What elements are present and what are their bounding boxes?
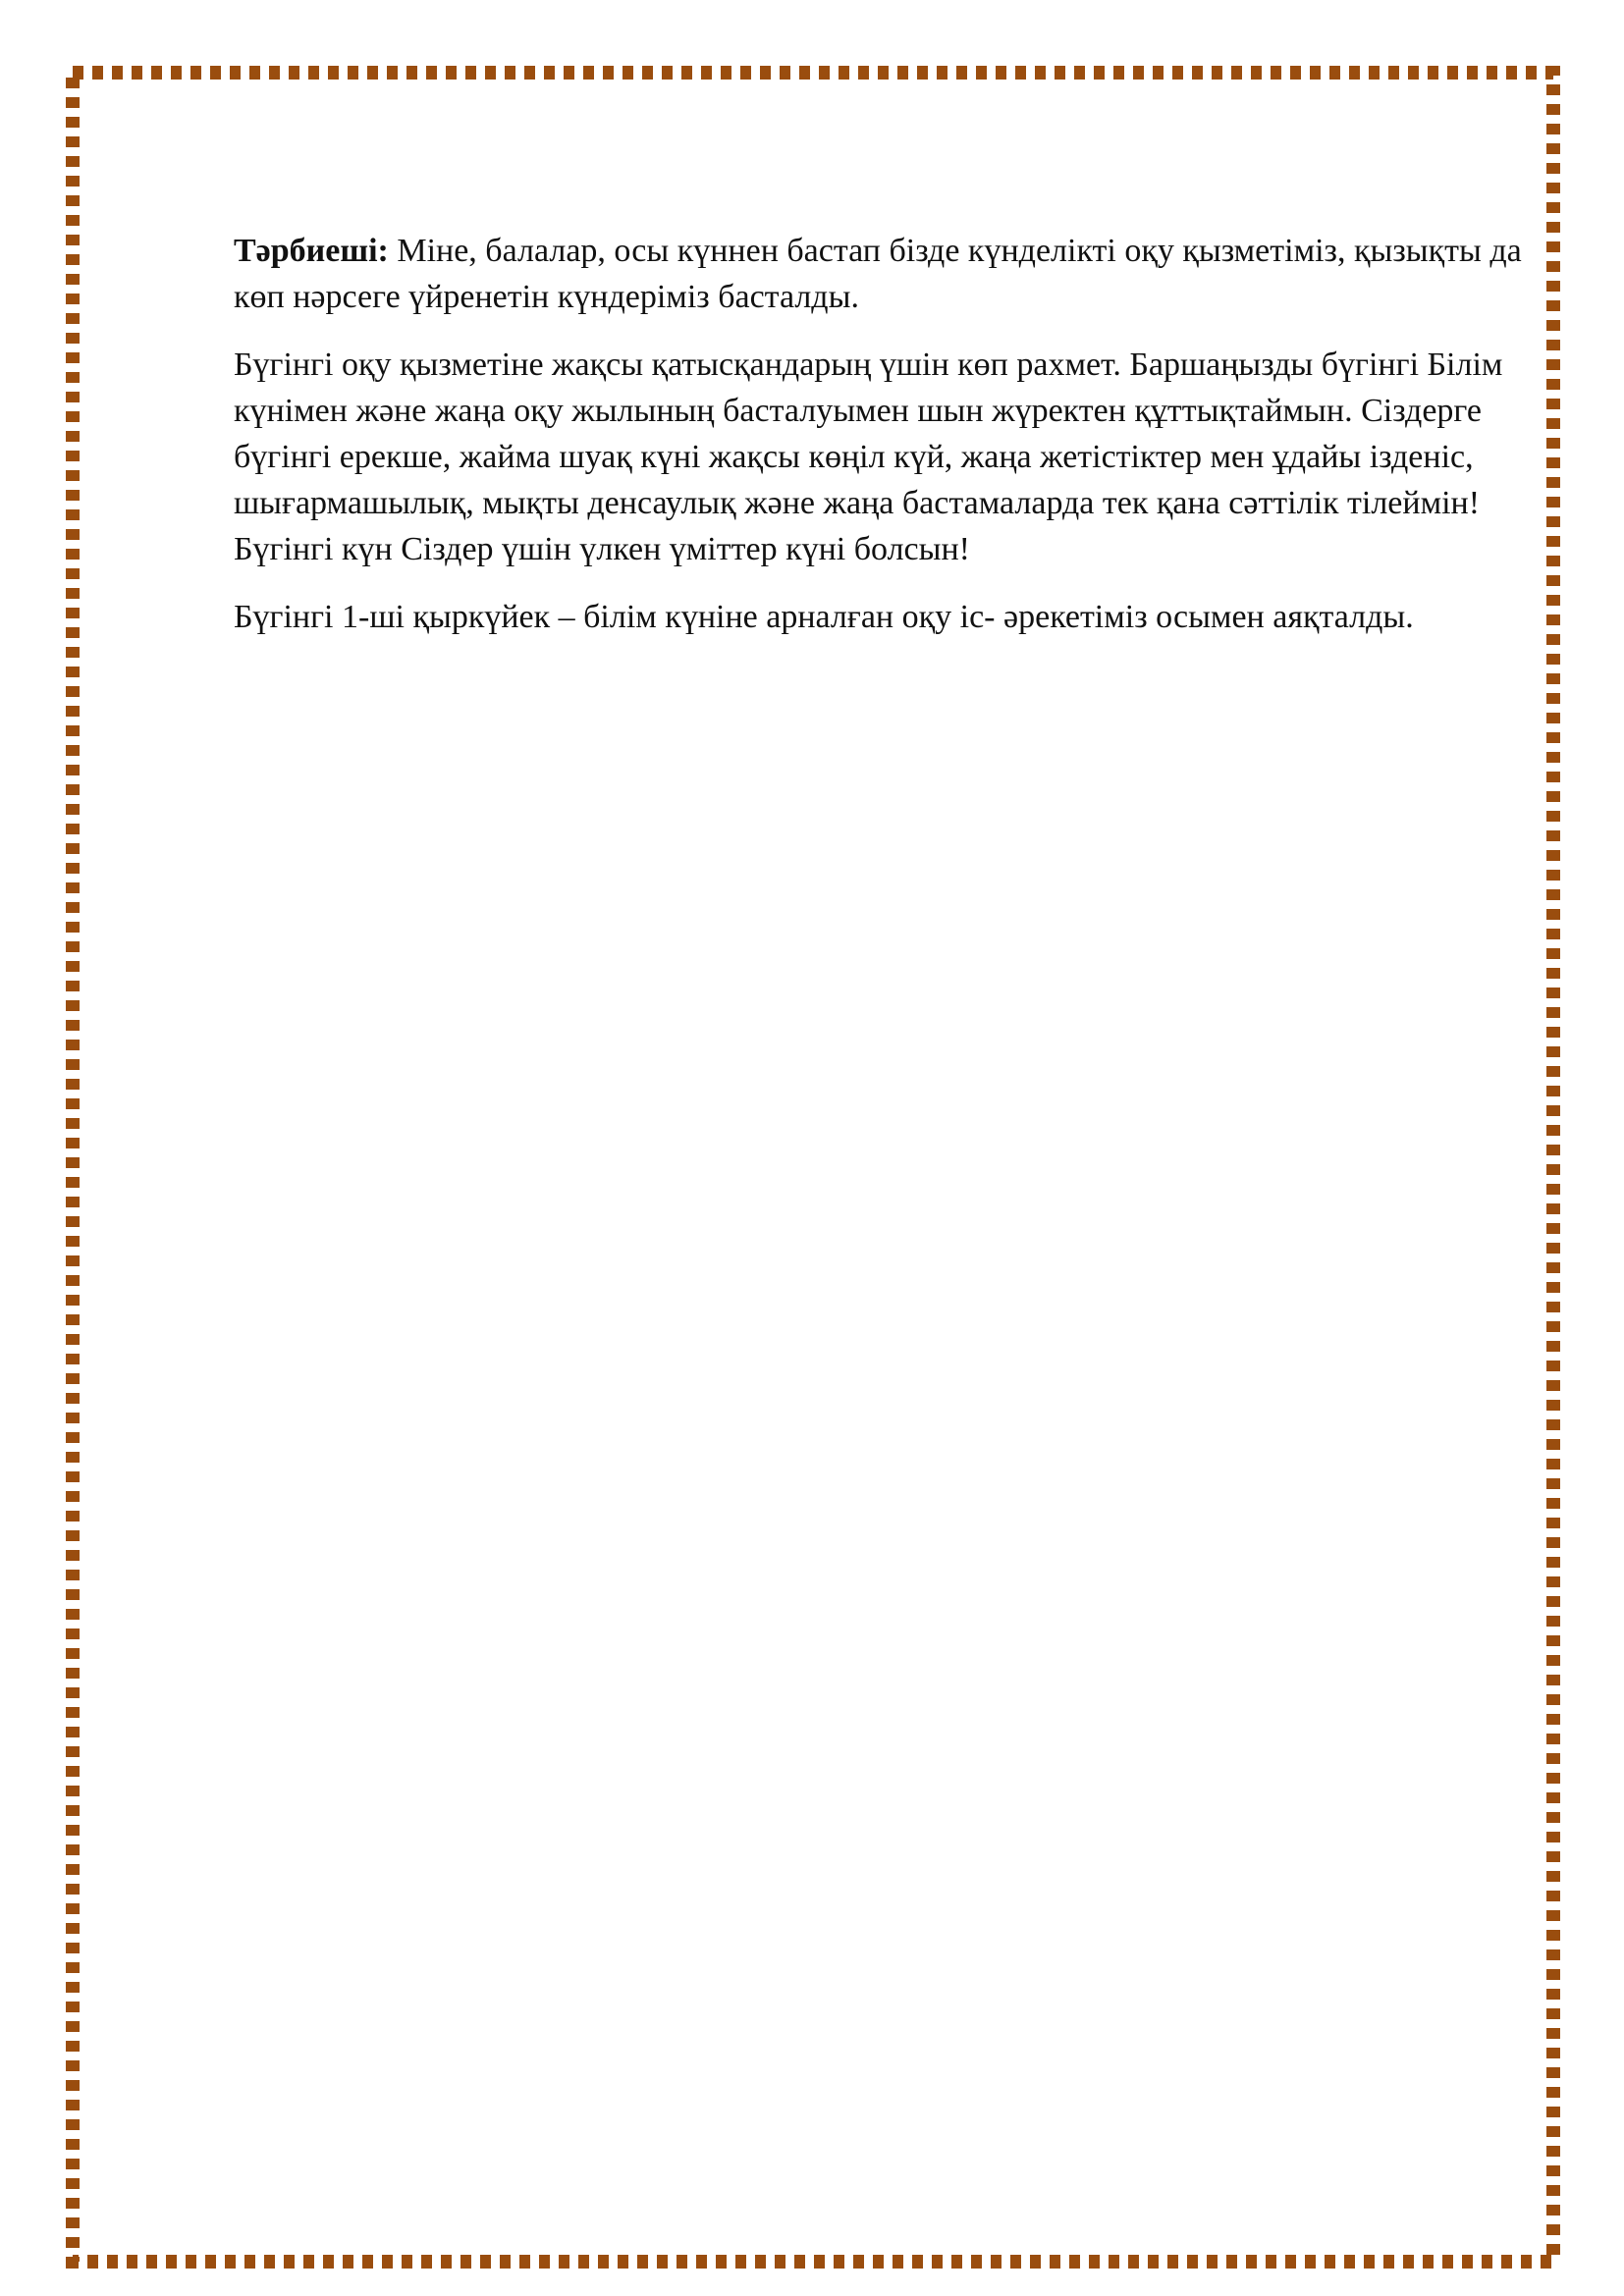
- paragraph-1: [234, 228, 1530, 320]
- paragraph-2: Бүгінгі оқу қызметіне жақсы қатысқандарың үшін көп рахмет. Баршаңызды бүгінгі Білім күнімен және жаңа оқу жылының басталуымен шын жүректен құттықтаймын. Сіздерге бүгінгі ерекше, жайма шуақ күні жақсы көңіл күй, жаңа жетістіктер мен ұдайы ізденіс, шығармашылық, мықты денсаулық және жаңа бастамаларда тек қана сәттілік тілеймін! Бүгінгі күн Сіздер үшін үлкен үміттер күні болсын!: [234, 347, 1503, 567]
- paragraph-1-text: Міне, балалар, осы күннен бастап бізде күнделікті оқу қызметіміз, қызықты да көп нәрсеге үйренетін күндеріміз басталды.: [234, 233, 1522, 315]
- paragraph-3: Бүгінгі 1-ші қыркүйек – білім күніне арналған оқу іс- әрекетіміз осымен аяқталды.: [234, 599, 1414, 635]
- speaker-label: Тәрбиеші:: [234, 233, 389, 269]
- document-body: [234, 228, 1530, 662]
